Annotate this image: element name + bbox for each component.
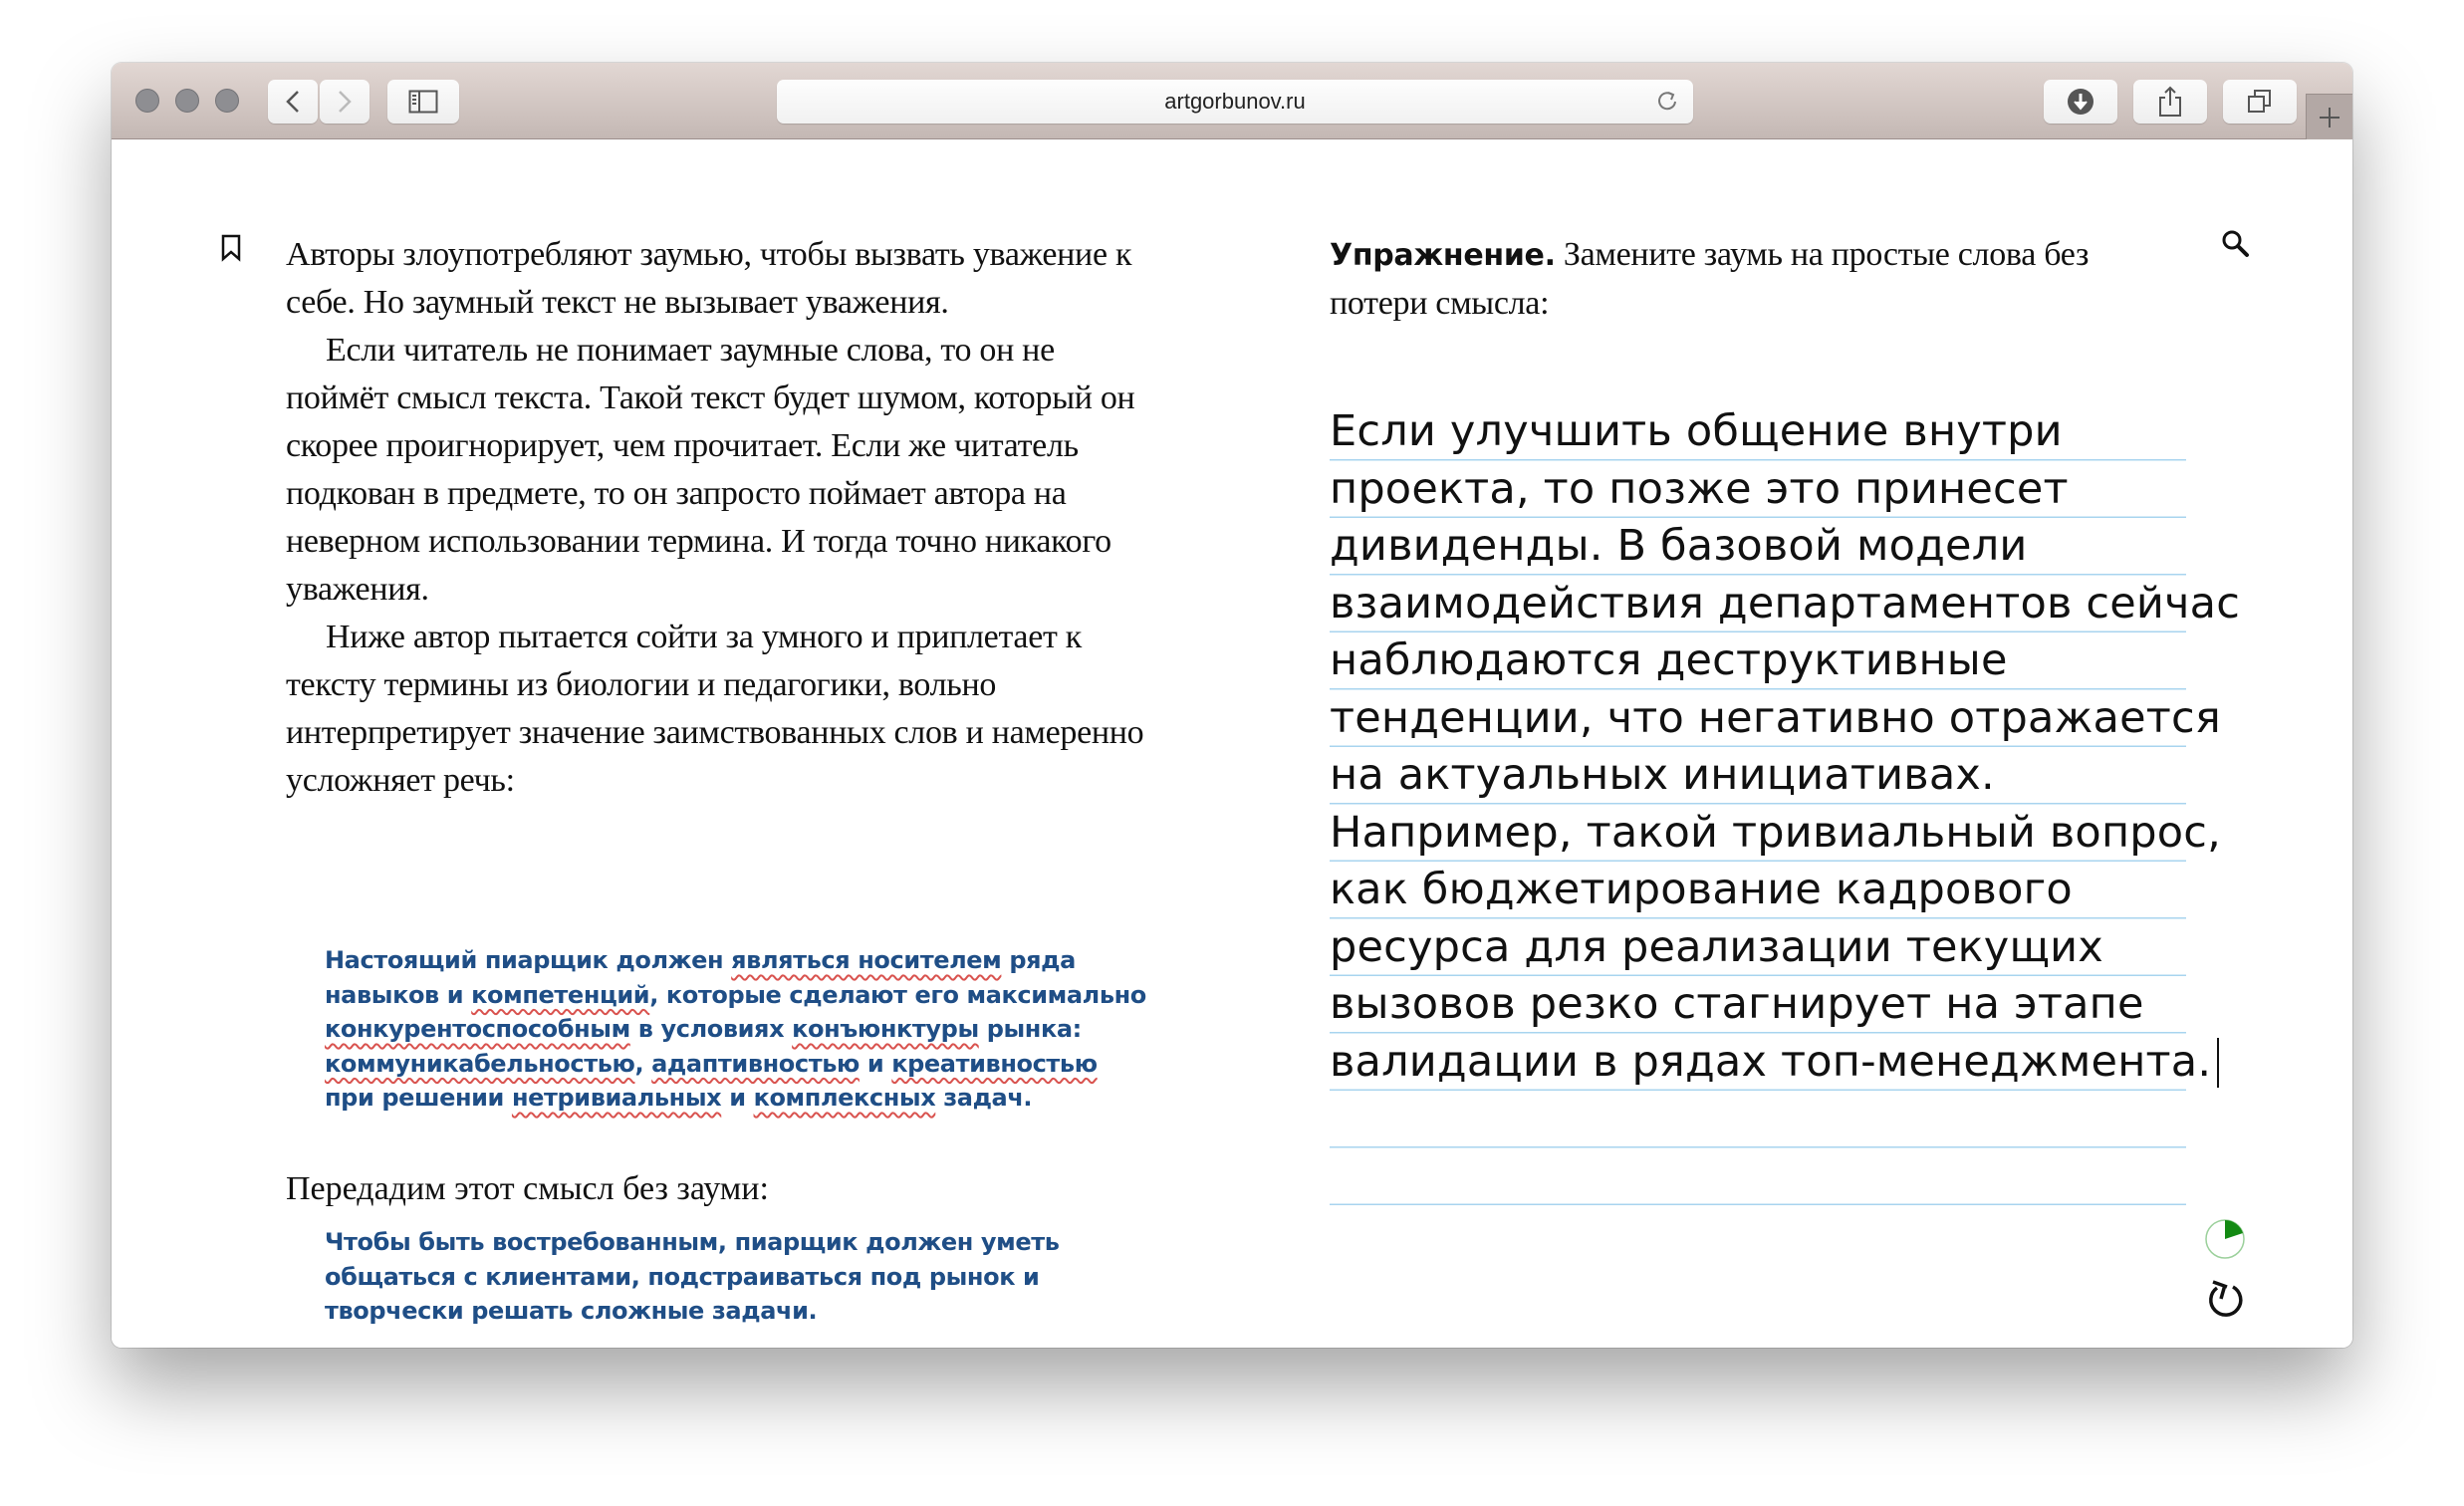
browser-window — [112, 63, 2352, 1348]
address-bar[interactable] — [777, 80, 1693, 124]
quote-text: , которые сделают его максимально — [649, 980, 1146, 1009]
misspelled-word: являться носителем — [731, 946, 1002, 974]
share-icon — [2157, 86, 2183, 118]
misspelled-word: креативностью — [891, 1049, 1098, 1078]
editor-line: на актуальных инициативах. — [1330, 750, 1995, 800]
timer-pie-icon — [2203, 1217, 2247, 1261]
sidebar-button[interactable] — [387, 80, 459, 124]
exercise-intro — [1330, 231, 2146, 328]
close-window-button[interactable] — [135, 89, 159, 113]
editor-line-text: валидации в рядах топ-менеджмента. — [1330, 1036, 2212, 1087]
bookmark-icon[interactable] — [220, 234, 242, 262]
editor-line: дивиденды. В базовой модели — [1330, 521, 2028, 571]
quote-text: и — [859, 1049, 892, 1078]
transition-text: Передадим этот смысл без зауми: — [286, 1170, 769, 1207]
exercise-instruction: Замените заумь на простые слова без потери смысла: — [1330, 236, 2090, 322]
misspelled-word: комплексных — [753, 1084, 936, 1112]
misspelled-word: адаптивностью — [651, 1049, 860, 1078]
download-icon — [2067, 88, 2094, 116]
misspelled-word: нетривиальных — [511, 1084, 722, 1112]
editor-line: наблюдаются деструктивные — [1330, 635, 2008, 685]
zoom-window-button[interactable] — [215, 89, 239, 113]
article-paragraph: Авторы злоупотребляют заумью, чтобы вызвать уважение к себе. Но заумный текст не вызывает уважения. — [286, 236, 1132, 321]
share-button[interactable] — [2133, 80, 2207, 124]
editor-line-last — [1330, 1034, 2212, 1092]
exercise-editor[interactable] — [1330, 403, 2241, 1260]
forward-button[interactable] — [320, 80, 370, 124]
url-text: artgorbunov.ru — [1164, 89, 1306, 114]
text-caret — [2217, 1038, 2219, 1088]
article-paragraph: Ниже автор пытается сойти за умного и приплетает к тексту термины из биологии и педагогики, вольно интерпретирует значение заимствованных слов и намеренно усложняет речь: — [286, 619, 1144, 799]
quote-text: , — [634, 1049, 652, 1078]
show-all-tabs-button[interactable] — [2223, 80, 2297, 124]
article-paragraph: Если читатель не понимает заумные слова, то он не поймёт смысл текста. Такой текст будет шумом, который он скорее проигнорирует, чем прочитает. Если же читатель подкован в предмете, то он запросто поймает автора на неверном использовании термина. И тогда точно никакого уважения. — [286, 332, 1135, 608]
quote-text: в условиях — [629, 1015, 793, 1043]
reload-icon[interactable] — [1655, 90, 1679, 114]
plus-icon — [2319, 107, 2341, 128]
quote-text: задач. — [935, 1084, 1033, 1112]
misspelled-word: коммуникабельностью — [325, 1049, 635, 1078]
sidebar-icon — [408, 90, 438, 114]
page-content — [112, 139, 2352, 1348]
chevron-right-icon — [336, 89, 354, 115]
editor-line: взаимодействия департаментов сейчас — [1330, 578, 2241, 628]
editor-line: проекта, то позже это принесет — [1330, 463, 2069, 514]
quote-text: при решении — [325, 1084, 512, 1112]
editor-line: Если улучшить общение внутри — [1330, 406, 2063, 456]
editor-line: Например, такой тривиальный вопрос, — [1330, 807, 2221, 858]
quote-text: и — [721, 1084, 754, 1112]
chevron-left-icon — [284, 89, 302, 115]
exercise-label: Упражнение. — [1330, 238, 1556, 273]
search-icon[interactable] — [2221, 229, 2251, 261]
editor-line: как бюджетирование кадрового — [1330, 865, 2073, 914]
editor-line: вызовов резко стагнирует на этапе — [1330, 979, 2144, 1029]
good-example-quote: Чтобы быть востребованным, пиарщик должен уметь общаться с клиентами, подстраиваться под рынок и творчески решать сложные задачи. — [325, 1228, 1060, 1325]
minimize-window-button[interactable] — [175, 89, 199, 113]
bad-example-quote — [325, 943, 1151, 1116]
editor-line: ресурса для реализации текущих — [1330, 921, 2103, 972]
misspelled-word: конкурентоспособным — [325, 1015, 630, 1043]
new-tab-button[interactable] — [2306, 94, 2352, 140]
quote-text: Настоящий пиарщик должен — [325, 946, 732, 974]
browser-toolbar — [112, 63, 2352, 139]
quote-text: рынка: — [978, 1015, 1082, 1043]
misspelled-word: компетенций — [471, 980, 650, 1009]
reset-icon[interactable] — [2203, 1277, 2247, 1321]
quote-text: ряда навыков и — [325, 946, 1076, 1009]
editor-line: тенденции, что негативно отражается — [1330, 692, 2221, 743]
misspelled-word: конъюнктуры — [792, 1015, 979, 1043]
downloads-button[interactable] — [2044, 80, 2117, 124]
article-text — [286, 231, 1152, 805]
back-button[interactable] — [268, 80, 318, 124]
tabs-overview-icon — [2247, 89, 2273, 115]
